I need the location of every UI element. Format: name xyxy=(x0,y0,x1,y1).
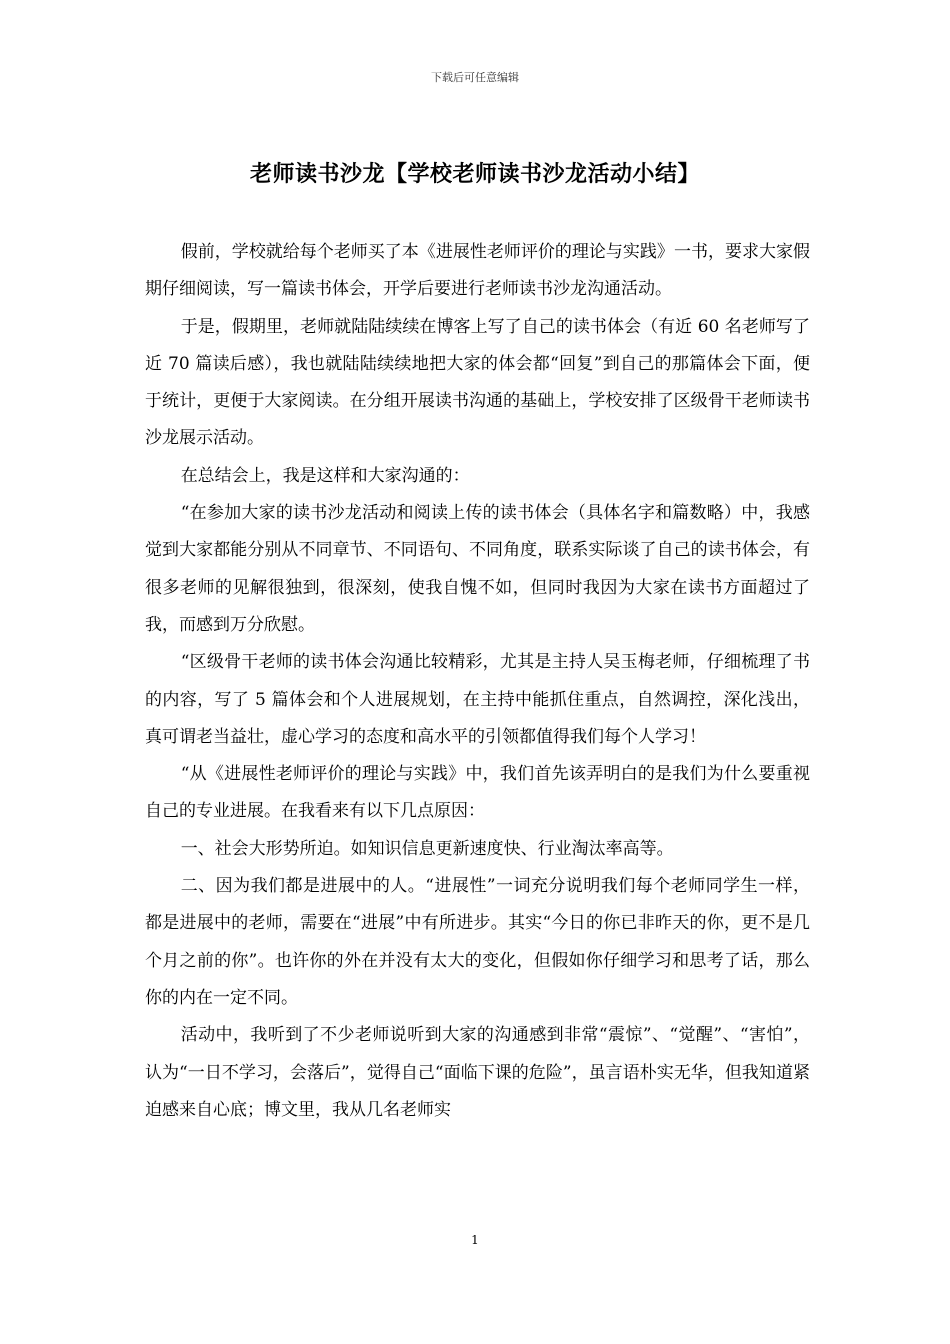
document-body xyxy=(145,234,810,1129)
paragraph: 在总结会上，我是这样和大家沟通的： xyxy=(180,465,470,486)
paragraph: 假前，学校就给每个老师买了本《进展性老师评价的理论与实践》一书，要求大家假期仔细阅读，写一篇读书体会，开学后要进行老师读书沙龙沟通活动。 xyxy=(145,242,810,300)
page-number: 1 xyxy=(471,1233,479,1247)
document-title: 老师读书沙龙【学校老师读书沙龙活动小结】 xyxy=(249,162,700,187)
paragraph: “在参加大家的读书沙龙活动和阅读上传的读书体会（具体名字和篇数略）中，我感觉到大家都能分别从不同章节、不同语句、不同角度，联系实际谈了自己的读书体会，有很多老师的见解很独到，很深刻，使我自愧不如，但同时我因为大家在读书方面超过了我，而感到万分欣慰。 xyxy=(145,503,810,635)
paragraph: 一、社会大形势所迫。如知识信息更新速度快、行业淘汰率高等。 xyxy=(180,838,674,859)
paragraph: 二、因为我们都是进展中的人。“进展性”一词充分说明我们每个老师同学生一样，都是进展中的老师，需要在“进展”中有所进步。其实“今日的你已非昨天的你，更不是几个月之前的你”。也许你的外在并没有太大的变化，但假如你仔细学习和思考了话，那么你的内在一定不同。 xyxy=(145,876,810,1008)
paragraph: “从《进展性老师评价的理论与实践》中，我们首先该弄明白的是我们为什么要重视自己的专业进展。在我看来有以下几点原因： xyxy=(145,764,810,822)
paragraph: 于是，假期里，老师就陆陆续续在博客上写了自己的读书体会（有近 60 名老师写了近 70 篇读后感），我也就陆陆续续地把大家的体会都“回复”到自己的那篇体会下面，便于统计，更便于大家阅读。在分组开展读书沟通的基础上，学校安排了区级骨干老师读书沙龙展示活动。 xyxy=(145,316,810,449)
paragraph: 活动中，我听到了不少老师说听到大家的沟通感到非常“震惊”、“觉醒”、“害怕”，认为“一日不学习，会落后”，觉得自己“面临下课的危险”，虽言语朴实无华，但我知道紧迫感来自心底；博文里，我从几名老师实 xyxy=(145,1025,810,1120)
paragraph: “区级骨干老师的读书体会沟通比较精彩，尤其是主持人吴玉梅老师，仔细梳理了书的内容，写了 5 篇体会和个人进展规划，在主持中能抓住重点，自然调控，深化浅出，真可谓老当益壮，虚心学习的态度和高水平的引领都值得我们每个人学习！ xyxy=(145,652,810,747)
header-note: 下载后可任意编辑 xyxy=(431,71,519,84)
